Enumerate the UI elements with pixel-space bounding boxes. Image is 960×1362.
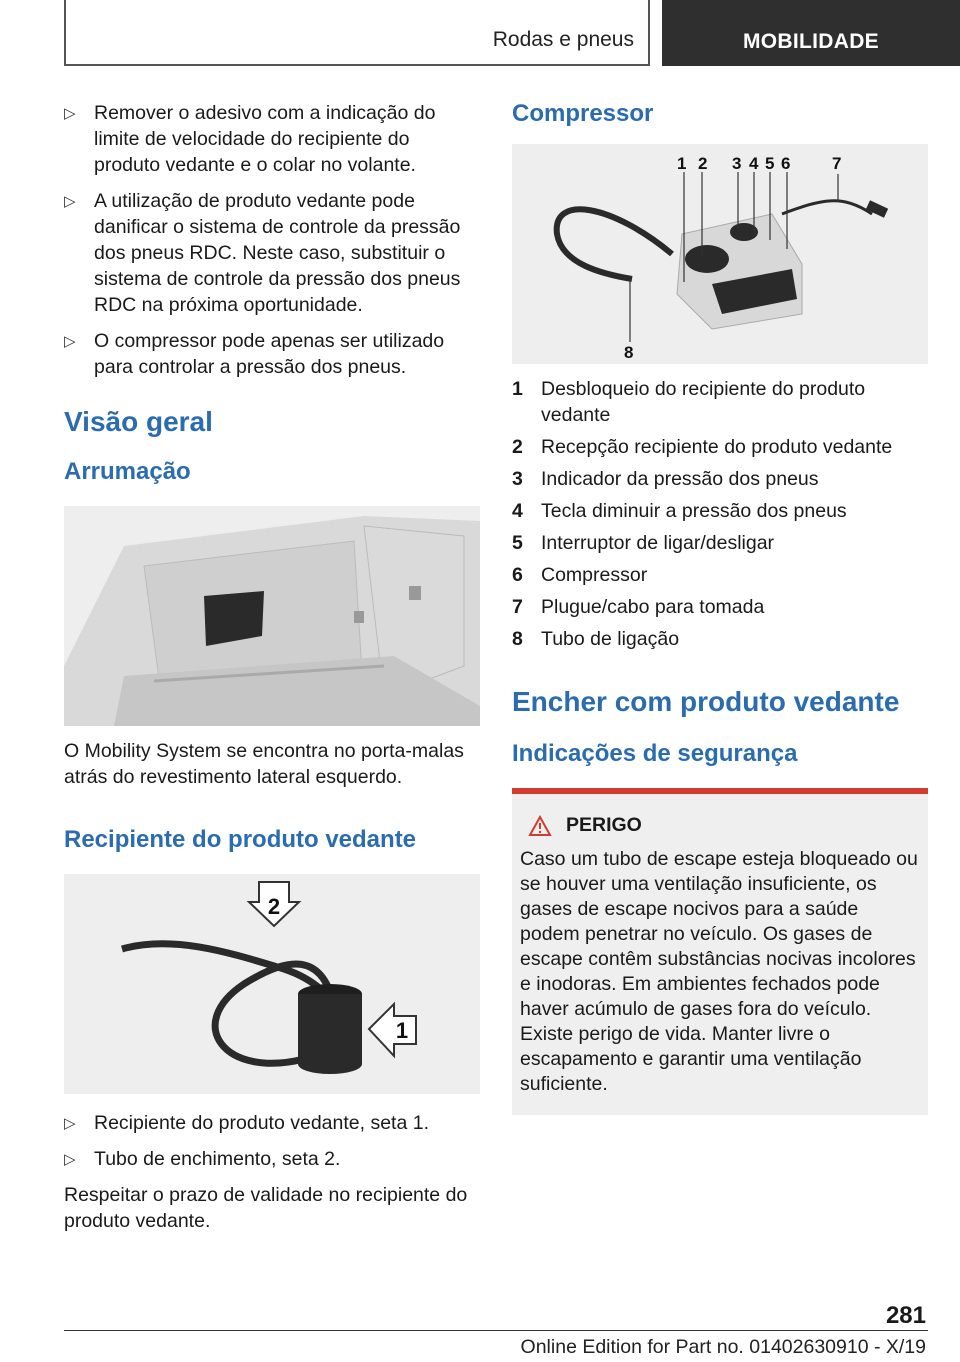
legend-number: 7 <box>512 596 523 618</box>
triangle-bullet-icon: ▷ <box>64 1151 76 1168</box>
list-item-text: O compressor pode apenas ser utilizado para controlar a pressão dos pneus. <box>94 330 445 378</box>
list-item <box>64 328 480 380</box>
compressor-callout-3: 3 <box>732 154 742 173</box>
page-number: 281 <box>885 1302 926 1329</box>
legend-number: 8 <box>512 628 523 650</box>
compressor-callout-4: 4 <box>749 154 759 173</box>
legend-row <box>512 376 928 428</box>
overview-heading: Visão geral <box>64 406 213 437</box>
list-item <box>64 1146 480 1172</box>
legend-row <box>512 594 928 620</box>
legend-number: 3 <box>512 468 523 490</box>
legend-number: 6 <box>512 564 523 586</box>
legend-number: 4 <box>512 500 523 522</box>
warning-triangle-icon <box>528 815 552 837</box>
right-column <box>512 100 928 1115</box>
compressor-callout-5: 5 <box>765 154 775 173</box>
compressor-callout-2: 2 <box>698 154 708 173</box>
legend-text: Recepção recipiente do produto vedante <box>541 436 893 458</box>
legend-text: Interruptor de ligar/desligar <box>541 532 775 554</box>
legend-text: Indicador da pressão dos pneus <box>541 468 819 490</box>
legend-number: 2 <box>512 436 523 458</box>
list-item-text: A utilização de produto vedante pode danificar o sistema de controle da pressão dos pneus RDC. Neste caso, substituir o sistema de controle da pressão dos pneus RDC na próxima oportunidade. <box>94 190 461 316</box>
danger-warning-box <box>512 788 928 1115</box>
list-item-text: Tubo de enchimento, seta 2. <box>94 1148 341 1170</box>
triangle-bullet-icon: ▷ <box>64 193 76 210</box>
container-text: Respeitar o prazo de validade no recipiente do produto vedante. <box>64 1184 468 1232</box>
legend-row <box>512 466 928 492</box>
left-column <box>64 100 480 1234</box>
legend-text: Compressor <box>541 564 648 586</box>
legend-row <box>512 434 928 460</box>
fill-sealant-heading: Encher com produto vedante <box>512 686 900 717</box>
triangle-bullet-icon: ▷ <box>64 333 76 350</box>
header-chapter-tab <box>662 0 960 66</box>
header-section-title: Rodas e pneus <box>492 28 634 51</box>
legend-row <box>512 626 928 652</box>
list-item-text: Recipiente do produto vedante, seta 1. <box>94 1112 429 1134</box>
compressor-image <box>512 144 928 364</box>
legend-text: Plugue/cabo para tomada <box>541 596 765 618</box>
warning-title <box>520 814 920 837</box>
trunk-image <box>64 506 480 726</box>
legend-row <box>512 498 928 524</box>
compressor-callout-8: 8 <box>624 343 634 362</box>
legend-text: Tubo de ligação <box>541 628 680 650</box>
list-item <box>64 100 480 178</box>
container-heading: Recipiente do produto vedante <box>64 826 417 853</box>
edition-text: Online Edition for Part no. 01402630910 - X/19 <box>520 1336 926 1358</box>
container-callout-1: 1 <box>395 1018 409 1043</box>
compressor-legend <box>512 376 928 652</box>
safety-heading: Indicações de segurança <box>512 740 798 767</box>
legend-row <box>512 562 928 588</box>
compressor-callout-7: 7 <box>832 154 842 173</box>
footer-divider <box>64 1330 928 1331</box>
warning-label: PERIGO <box>566 814 642 836</box>
container-callout-2: 2 <box>267 894 281 919</box>
legend-number: 1 <box>512 378 523 400</box>
legend-row <box>512 530 928 556</box>
legend-text: Desbloqueio do recipiente do produto vedante <box>541 378 866 426</box>
header-section-box <box>64 0 650 66</box>
compressor-heading: Compressor <box>512 100 654 127</box>
warning-text: Caso um tubo de escape esteja bloqueado ou se houver uma ventilação insuficiente, os gases de escape nocivos para a saúde podem penetrar no veículo. Os gases de escape contêm substâncias nocivas incolores e inodoras. Em ambientes fechados pode haver acúmulo de gases fora do veículo. Existe perigo de vida. Manter livre o escapamento e garantir uma ventilação suficiente. <box>520 848 918 1095</box>
legend-number: 5 <box>512 532 523 554</box>
triangle-bullet-icon: ▷ <box>64 105 76 122</box>
header-chapter-title: MOBILIDADE <box>743 30 879 53</box>
storage-heading: Arrumação <box>64 458 191 485</box>
list-item <box>64 1110 480 1136</box>
sealant-container-image <box>64 874 480 1094</box>
compressor-callout-6: 6 <box>781 154 791 173</box>
list-item <box>64 188 480 318</box>
legend-text: Tecla diminuir a pressão dos pneus <box>541 500 847 522</box>
compressor-callout-1: 1 <box>677 154 687 173</box>
list-item-text: Remover o adesivo com a indicação do limite de velocidade do recipiente do produto vedante e o colar no volante. <box>94 102 436 176</box>
triangle-bullet-icon: ▷ <box>64 1115 76 1132</box>
storage-text: O Mobility System se encontra no porta-malas atrás do revestimento lateral esquerdo. <box>64 740 464 788</box>
